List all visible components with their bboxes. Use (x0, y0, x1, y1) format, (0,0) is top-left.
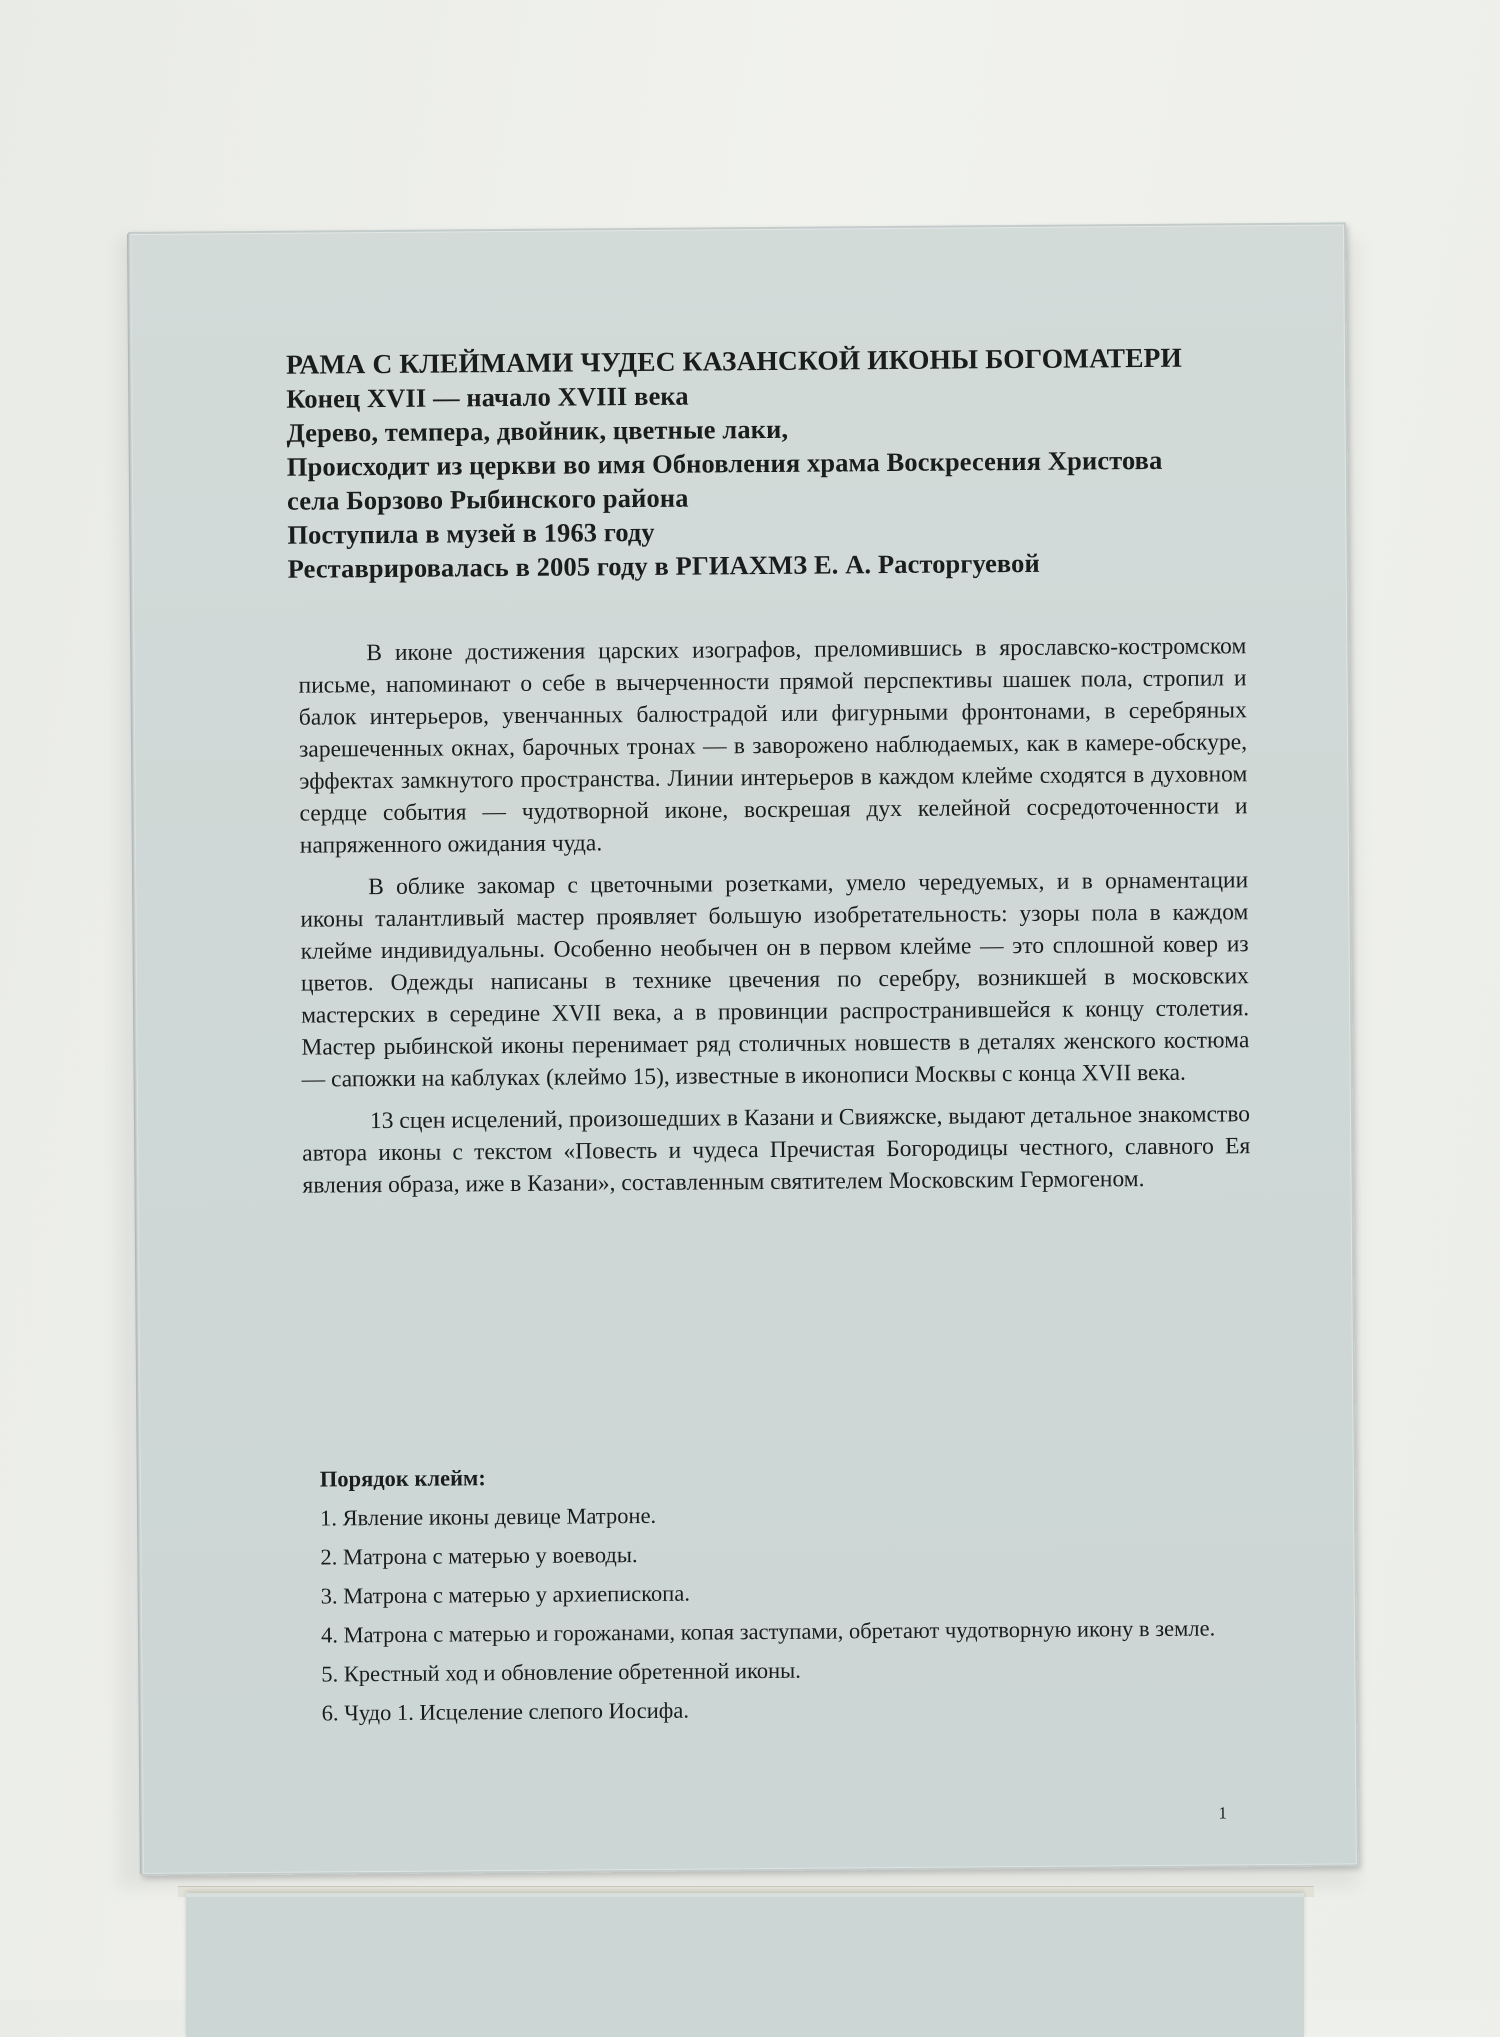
list-item: 4. Матрона с матерью и горожанами, копая заступами, обретают чудотворную икону в земле. (320, 1615, 1216, 1648)
artwork-title: РАМА С КЛЕЙМАМИ ЧУДЕС КАЗАНСКОЙ ИКОНЫ БОГОМАТЕРИ (285, 341, 1183, 380)
list-item: 1. Явление иконы девице Матроне. (320, 1502, 657, 1531)
description-text (298, 630, 1250, 1211)
list-item: 5. Крестный ход и обновление обретенной иконы. (321, 1657, 801, 1687)
list-item: 6. Чудо 1. Исцеление слепого Иосифа. (321, 1697, 689, 1726)
label-header (286, 340, 1268, 586)
scene-order-list (320, 1457, 1240, 1737)
paragraph: 13 сцен исцелений, произошедших в Казани и Свияжске, выдают детальное знакомство автора иконы с текстом «Повесть и чудеса Пречистая Богородицы честного, славного Ея явления образа, иже в Казани», составленным святителем Московским Гермогеном. (302, 1101, 1251, 1199)
provenance-line: Происходит из церкви во имя Обновления храма Воскресения Христова (286, 444, 1163, 482)
paragraph: В облике закомар с цветочными розетками, умело чередуемых, и в орнаментации иконы талантливый мастер проявляет большую изобретательность: узоры пола в каждом клейме индивидуальны. Особенно необычен он в первом клейме — это сплошной ковер из цветов. Одежды написаны в технике цвечения по серебру, возникшей в московских мастерских в середине XVII века, а в провинции распространившейся к концу столетия. Мастер рыбинской иконы перенимает ряд столичных новшеств в деталях женского костюма — сапожки на каблуках (клеймо 15), известные в иконописи Москвы с конца XVII века. (300, 867, 1250, 1093)
exhibit-label-panel (128, 222, 1359, 1876)
page-number: 1 (1218, 1803, 1228, 1823)
acquisition-line: Поступила в музей в 1963 году (287, 516, 655, 550)
order-heading: Порядок клейм: (319, 1465, 486, 1492)
paragraph: В иконе достижения царских изографов, преломившись в ярославско-костромском письме, напоминают о себе в вычерченности прямой перспективы шашек пола, стропил и балок интерьеров, увенчанных балюстрадой или фигурными фронтонами, в серебряных зарешеченных окнах, барочных тронах — в заворожено наблюдаемых, как в камере-обскуре, эффектах замкнутого пространства. Линии интерьеров в каждом клейме сходятся в духовном сердце события — чудотворной иконе, воскрешая дух келейной сосредоточенности и напряженного ожидания чуда. (298, 633, 1248, 859)
restoration-line: Реставрировалась в 2005 году в РГИАХМЗ Е. А. Расторгуевой (287, 547, 1040, 584)
provenance-line-2: села Борзово Рыбинского района (286, 482, 689, 516)
date-line: Конец XVII — начало XVIII века (286, 380, 689, 414)
list-item: 3. Матрона с матерью у архиепископа. (320, 1580, 690, 1609)
list-item: 2. Матрона с матерью у воеводы. (320, 1542, 638, 1570)
materials-line: Дерево, темпера, двойник, цветные лаки, (286, 413, 789, 448)
lower-label-panel (186, 1893, 1304, 2037)
